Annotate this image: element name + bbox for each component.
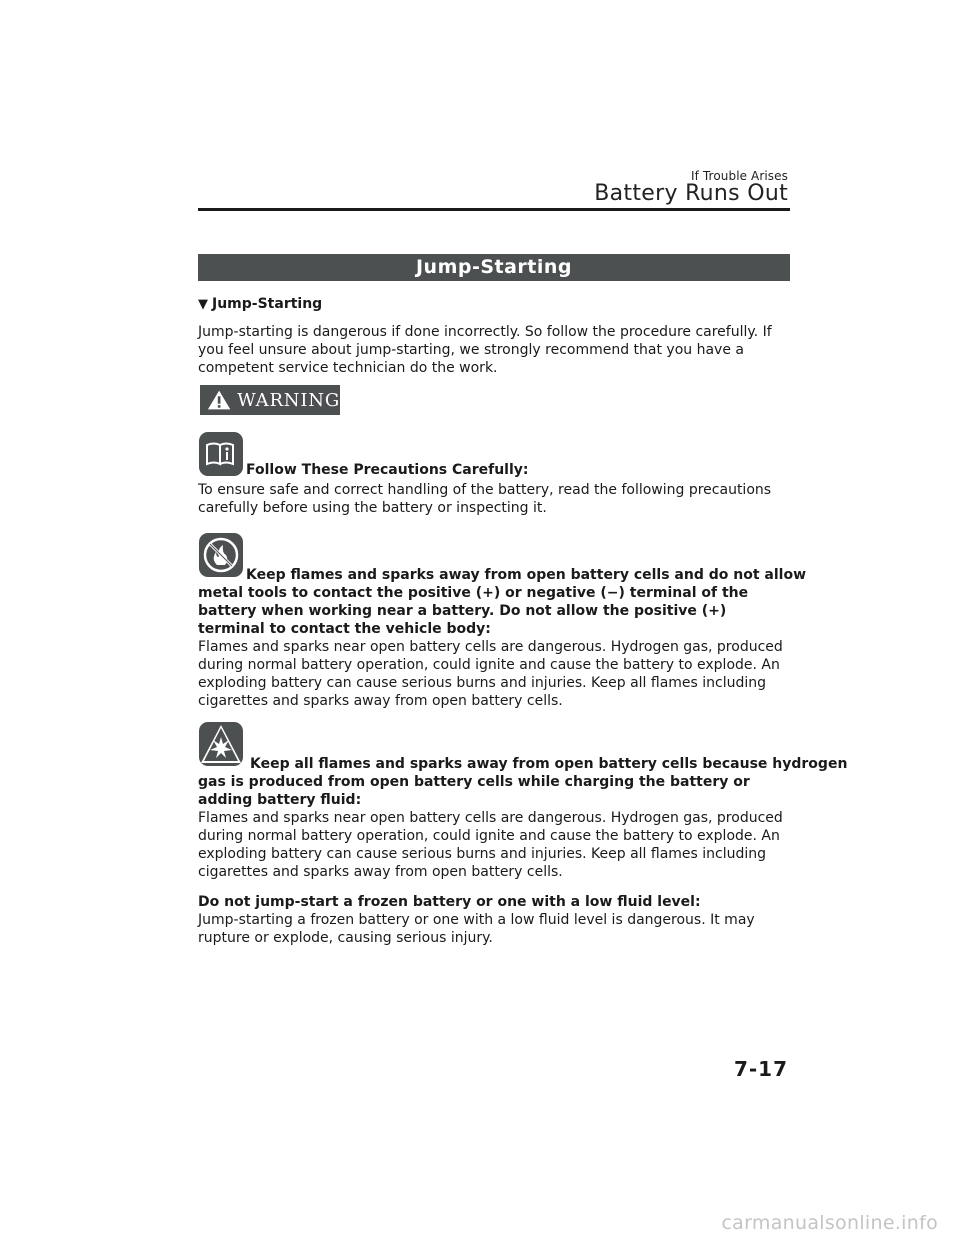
no-flames-icon (199, 533, 243, 577)
section-banner: Jump-Starting (198, 254, 790, 281)
section-label: If Trouble Arises (691, 169, 788, 183)
item-4-title: Do not jump-start a frozen battery or one with a low fluid level: (198, 894, 701, 910)
item-3-title-line1: Keep all flames and sparks away from open battery cells because hydrogen (250, 756, 848, 772)
item-3-title-rest: gas is produced from open battery cells while charging the battery or adding battery fluid: (198, 774, 750, 808)
intro-paragraph: Jump-starting is dangerous if done incorrectly. So follow the procedure carefully. If you feel unsure about jump-starting, we strongly recommend that you have a competent service technician do the work. (198, 324, 772, 376)
item-1-title: Follow These Precautions Carefully: (246, 462, 529, 478)
item-4-body: Jump-starting a frozen battery or one with a low fluid level is dangerous. It may rupture or explode, causing serious injury. (198, 912, 755, 946)
warning-badge (200, 385, 340, 415)
explosion-warning-icon (199, 722, 243, 766)
page-title: Battery Runs Out (594, 181, 788, 206)
watermark: carmanualsonline.info (721, 1212, 938, 1234)
item-2-title-line1: Keep flames and sparks away from open battery cells and do not allow (246, 567, 807, 583)
header-rule (198, 208, 790, 211)
manual-book-icon (199, 432, 243, 476)
item-1-body: To ensure safe and correct handling of the battery, read the following precautions carefully before using the battery or inspecting it. (198, 482, 772, 516)
page-number: 7-17 (733, 1057, 788, 1081)
warning-triangle-icon (207, 389, 231, 411)
triangle-marker-icon: ▼ (198, 297, 208, 312)
warning-label: WARNING (237, 389, 340, 411)
item-2-title-rest: metal tools to contact the positive (+) or negative (−) terminal of the battery when working near a battery. Do not allow the positive (+) terminal to contact the vehicle body: (198, 585, 749, 637)
item-3-body: Flames and sparks near open battery cells are dangerous. Hydrogen gas, produced during normal battery operation, could ignite and cause the battery to explode. An exploding battery can cause serious burns and injuries. Keep all flames including cigarettes and sparks away from open battery cells. (198, 810, 783, 880)
item-2-body: Flames and sparks near open battery cells are dangerous. Hydrogen gas, produced during normal battery operation, could ignite and cause the battery to explode. An exploding battery can cause serious burns and injuries. Keep all flames including cigarettes and sparks away from open battery cells. (198, 639, 783, 709)
subheading-text: Jump-Starting (212, 296, 323, 312)
subheading (198, 296, 322, 312)
